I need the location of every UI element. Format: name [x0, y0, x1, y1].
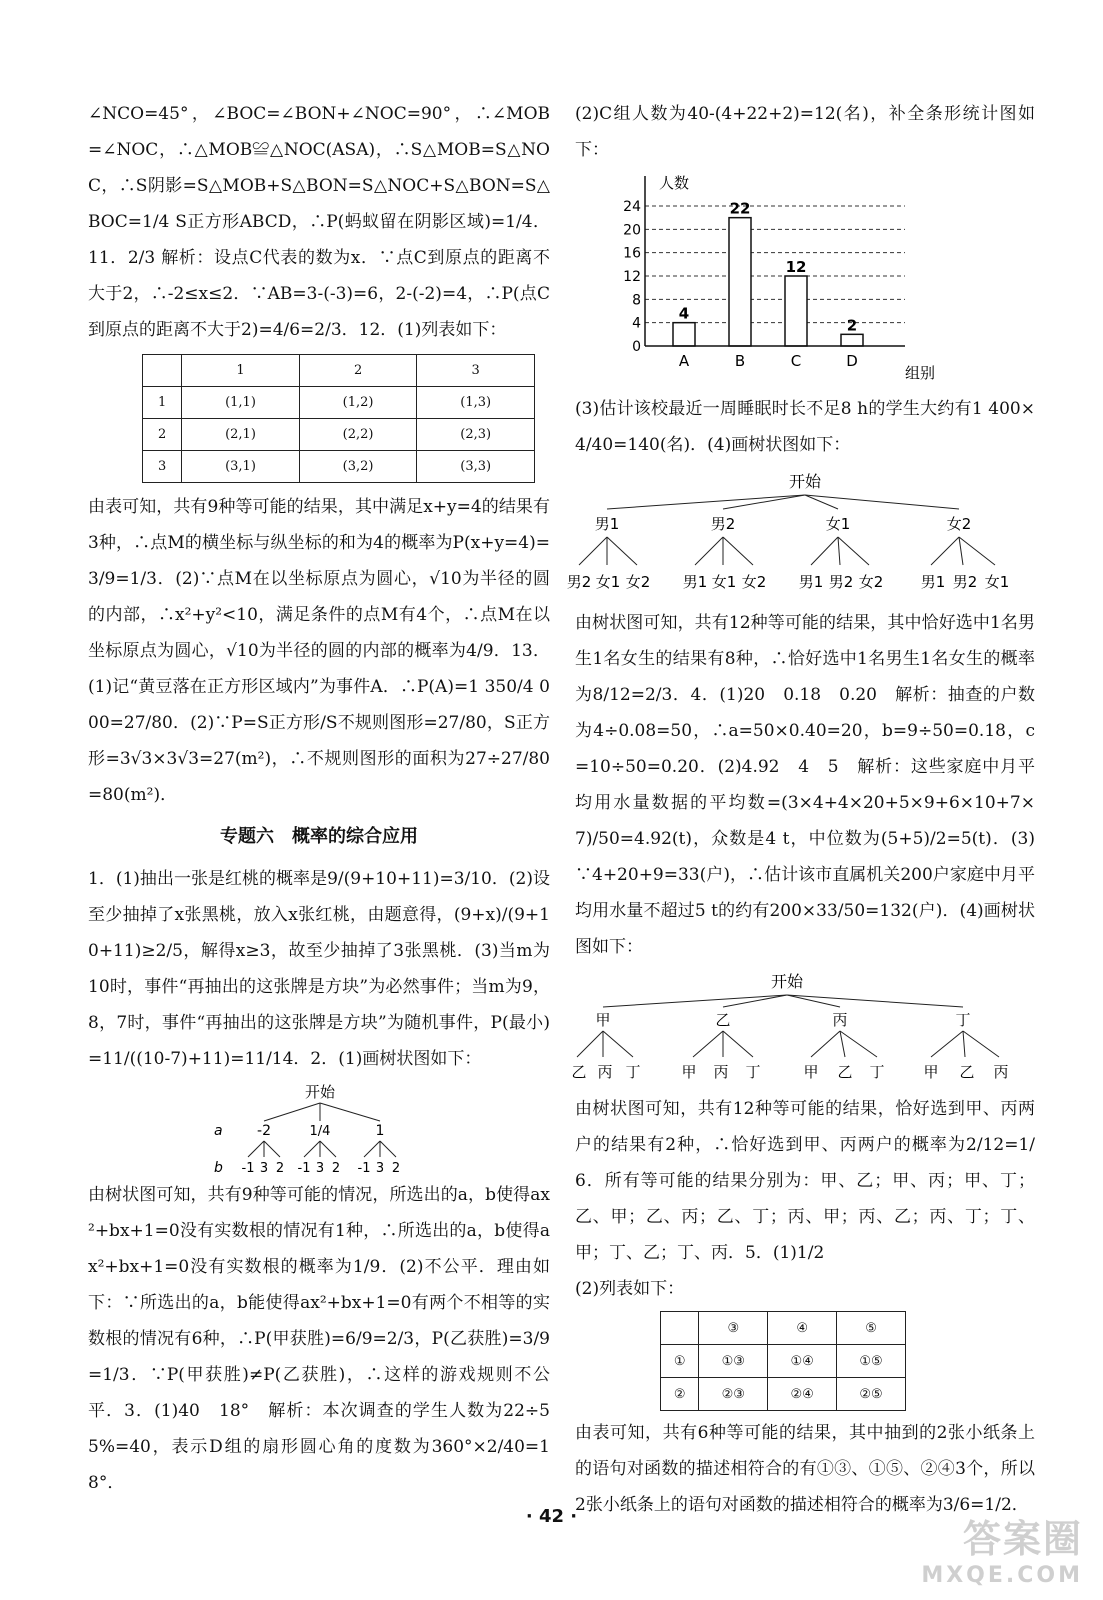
tree-node-level2: 乙	[571, 1063, 587, 1081]
right-paragraph-1: (2)C组人数为40-(4+22+2)=12(名)，补全条形统计图如下：	[575, 104, 1035, 160]
bar-chart	[575, 168, 1035, 386]
table-header-row	[661, 1312, 906, 1345]
tree-edge	[603, 1031, 633, 1057]
tree-edge	[723, 537, 753, 565]
chart-xlabel: 组别	[905, 364, 936, 382]
watermark-logo	[873, 1508, 1083, 1588]
table-cell: ②⑤	[837, 1378, 906, 1411]
tree-node-level1: 男1	[594, 515, 620, 533]
table-row	[143, 419, 535, 451]
table-cell: ⑤	[837, 1312, 906, 1345]
tree-node-level2: 男1	[798, 573, 824, 591]
table-cell: (1,2)	[299, 387, 417, 419]
tree-node-level1: 乙	[715, 1011, 731, 1029]
right-column	[566, 96, 1035, 1523]
table-cell: ③	[699, 1312, 768, 1345]
tree-node-b: -1	[241, 1161, 255, 1176]
tree-edge	[320, 1141, 336, 1157]
tree-node-level1: 女2	[946, 515, 972, 533]
chart-ytick-label: 20	[623, 222, 641, 239]
table-cell: 3	[417, 355, 535, 387]
tree-level-a-label: a	[214, 1123, 223, 1139]
tree-edge	[811, 1031, 840, 1057]
table-cell: (1,3)	[417, 387, 535, 419]
table-cell: (3,3)	[417, 451, 535, 483]
tree-edge	[931, 537, 959, 565]
tree-node-a: 1	[375, 1123, 385, 1139]
table-header-row	[143, 355, 535, 387]
tree-node-level2: 男1	[920, 573, 946, 591]
chart-category-label: A	[678, 352, 690, 370]
chart-bar	[841, 334, 863, 346]
table-cell	[143, 355, 182, 387]
table-cell	[661, 1312, 699, 1345]
chart-category-label: C	[790, 352, 802, 370]
chart-bar	[785, 276, 807, 346]
table-cell: 1	[143, 387, 182, 419]
chart-data-label: 4	[678, 304, 690, 323]
tree-node-level2: 丙	[993, 1063, 1009, 1081]
watermark-title: 答案圈	[962, 1517, 1083, 1561]
table-row	[661, 1345, 906, 1378]
table-cell: (2,2)	[299, 419, 417, 451]
tree-edge	[840, 1031, 877, 1057]
table-cell: ④	[768, 1312, 837, 1345]
left-paragraph-2: 由表可知，共有9种等可能的结果，其中满足x+y=4的结果有3种，∴点M的横坐标与纵坐标的和为4的概率为P(x+y=4)=3/9=1/3．(2)∵点M在以坐标原点为圆心，√10为半径的圆的内部，∴x²+y²<10，满足条件的点M有4个，∴点M在以坐标原点为圆心，√10为半径的圆的内部的概率为4/9．13．(1)记“黄豆落在正方形区域内”为事件A．∴P(A)=1 350/4 000=27/80．(2)∵P=S正方形/S不规则图形=27/80，S正方形=3√3×3√3=27(m²)，∴不规则图形的面积为27÷27/80=80(m²)．	[88, 497, 550, 805]
tree-edge	[248, 1141, 264, 1157]
tree-edge	[838, 537, 869, 565]
probability-table-12	[142, 354, 535, 483]
tree-node-b: 2	[275, 1161, 285, 1176]
tree-root: 开始	[770, 972, 804, 991]
tree-node-b: 3	[375, 1161, 385, 1176]
tree-node-level2: 男2	[952, 573, 978, 591]
tree-node-level2: 丁	[869, 1063, 885, 1081]
tree-edge	[264, 1141, 280, 1157]
tree-edge	[963, 1031, 965, 1057]
tree-node-b: -1	[297, 1161, 311, 1176]
tree-node-level2: 女2	[858, 573, 884, 591]
tree-diagram-households	[571, 967, 1035, 1089]
tree-node-level1: 甲	[595, 1011, 611, 1029]
table-cell: 2	[143, 419, 182, 451]
table-row	[661, 1378, 906, 1411]
tree-node-level1: 丁	[955, 1011, 971, 1029]
chart-category-label: D	[846, 352, 858, 370]
tree-edge	[693, 1031, 723, 1057]
tree-edge	[805, 495, 959, 509]
tree-node-level1: 女1	[825, 515, 851, 533]
tree-node-level2: 甲	[803, 1063, 819, 1081]
tree-node-level2: 女1	[711, 573, 737, 591]
tree-root: 开始	[304, 1083, 336, 1101]
tree-node-b: 3	[315, 1161, 325, 1176]
chart-bars	[673, 200, 863, 346]
chart-ytick-label: 8	[632, 292, 641, 309]
tree-edge	[579, 537, 607, 565]
tree-node-level2: 乙	[837, 1063, 853, 1081]
tree-node-level2: 甲	[681, 1063, 697, 1081]
left-column	[88, 96, 550, 1501]
tree-edge	[959, 537, 963, 565]
tree-level-b-label: b	[214, 1160, 223, 1176]
tree-node-level2: 丁	[625, 1063, 641, 1081]
page-number: · 42 ·	[525, 1506, 578, 1527]
tree-diagram-students	[566, 465, 1035, 603]
tree-node-b: 3	[259, 1161, 269, 1176]
tree-node-level2: 男1	[682, 573, 708, 591]
chart-ylabel: 人数	[659, 174, 690, 192]
watermark-subtitle: MXQE.COM	[921, 1563, 1083, 1588]
tree-node-level2: 甲	[923, 1063, 939, 1081]
tree-node-level1: 男2	[710, 515, 736, 533]
table-cell: (3,2)	[299, 451, 417, 483]
table-cell: ②③	[699, 1378, 768, 1411]
tree-edge	[695, 537, 723, 565]
table-cell: 1	[182, 355, 300, 387]
section-heading: 专题六 概率的综合应用	[220, 826, 418, 847]
left-paragraph-1: ∠NCO=45°，∠BOC=∠BON+∠NOC=90°，∴∠MOB=∠NOC，∴△MOB≌△NOC(ASA)，∴S△MOB=S△NOC，∴S阴影=S△MOB+S△BON=S△NOC+S△BON=S△BOC=1/4 S正方形ABCD，∴P(蚂蚁留在阴影区域)=1/4．11．2/3 解析：设点C代表的数为x．∵点C到原点的距离不大于2，∴-2≤x≤2．∵AB=3-(-3)=6，2-(-2)=4，∴P(点C到原点的距离不大于2)=4/6=2/3．12．(1)列表如下：	[88, 104, 550, 340]
tree-diagram-ab	[88, 1079, 550, 1175]
chart-ytick-label: 16	[623, 245, 641, 262]
right-paragraph-4: 由树状图可知，共有12种等可能的结果，恰好选到甲、丙两户的结果有2种，∴恰好选到甲、丙两户的概率为2/12=1/6．所有等可能的结果分别为：甲、乙；甲、丙；甲、丁；乙、甲；乙、丙；乙、丁；丙、甲；丙、乙；丙、丁；丁、甲；丁、乙；丁、丙．5．(1)1/2	[575, 1099, 1035, 1263]
tree-edge	[838, 537, 840, 565]
tree-edge	[577, 1031, 603, 1057]
tree-edge	[840, 1031, 845, 1057]
probability-table-5	[660, 1311, 906, 1411]
tree-edge	[603, 995, 787, 1007]
tree-node-level2: 男2	[828, 573, 854, 591]
table-cell: (1,1)	[182, 387, 300, 419]
tree-node-level2: 丙	[713, 1063, 729, 1081]
chart-bar	[729, 218, 751, 346]
table-cell: 2	[299, 355, 417, 387]
tree-edge	[364, 1141, 380, 1157]
tree-node-a: 1/4	[309, 1124, 331, 1139]
table-row	[143, 387, 535, 419]
right-paragraph-3: 由树状图可知，共有12种等可能的结果，其中恰好选中1名男生1名女生的结果有8种，∴恰好选中1名男生1名女生的概率为8/12=2/3．4．(1)20 0.18 0.20 解析：抽查的户数为4÷0.08=50，∴a=50×0.40=20，b=9÷50=0.18，c=10÷50=0.20．(2)4.92 4 5 解析：这些家庭中月平均用水量数据的平均数=(3×4+4×20+5×9+6×10+7×7)/50=4.92(t)，众数是4 t，中位数为(5+5)/2=5(t)．(3)∵4+20+9=33(户)，∴估计该市直属机关200户家庭中月平均用水量不超过5 t的约有200×33/50=132(户)．(4)画树状图如下：	[575, 613, 1035, 957]
chart-ytick-label: 24	[623, 199, 641, 215]
tree-node-a: -2	[257, 1123, 271, 1139]
table-cell: ②	[661, 1378, 699, 1411]
right-paragraph-6: 由表可知，共有6种等可能的结果，其中抽到的2张小纸条上的语句对函数的描述相符合的有①③、①⑤、②④3个，所以2张小纸条上的语句对函数的描述相符合的概率为3/6=1/2．	[575, 1423, 1035, 1515]
tree-root: 开始	[788, 472, 822, 491]
tree-node-level2: 男2	[566, 573, 592, 591]
chart-bar	[673, 323, 695, 346]
table-cell: (3,1)	[182, 451, 300, 483]
left-paragraph-4: 由树状图可知，共有9种等可能的情况，所选出的a，b使得ax²+bx+1=0没有实数根的情况有1种，∴所选出的a，b使得ax²+bx+1=0没有实数根的概率为1/9．(2)不公平．理由如下：∵所选出的a，b能使得ax²+bx+1=0有两个不相等的实数根的情况有6种，∴P(甲获胜)=6/9=2/3，P(乙获胜)=3/9=1/3．∵P(甲获胜)≠P(乙获胜)，∴这样的游戏规则不公平．3．(1)40 18° 解析：本次调查的学生人数为22÷55%=40，表示D组的扇形圆心角的度数为360°×2/40=18°．	[88, 1185, 550, 1493]
tree-edge	[607, 495, 805, 509]
tree-edge	[959, 537, 995, 565]
right-paragraph-5: (2)列表如下：	[575, 1279, 685, 1299]
tree-edge	[931, 1031, 963, 1057]
tree-edge	[811, 537, 838, 565]
chart-data-label: 12	[785, 258, 807, 276]
table-cell: 3	[143, 451, 182, 483]
tree-edge	[264, 1103, 320, 1121]
table-cell: (2,1)	[182, 419, 300, 451]
tree-edge	[380, 1141, 396, 1157]
tree-node-b: -1	[357, 1161, 371, 1176]
tree-node-level2: 女2	[741, 573, 767, 591]
right-paragraph-2: (3)估计该校最近一周睡眠时长不足8 h的学生大约有1 400×4/40=140(名)．(4)画树状图如下：	[575, 399, 1035, 455]
table-row	[143, 451, 535, 483]
chart-data-label: 2	[846, 316, 858, 335]
tree-node-level2: 女2	[625, 573, 651, 591]
tree-node-b: 2	[391, 1161, 401, 1176]
chart-data-label: 22	[729, 199, 751, 218]
tree-edge	[304, 1141, 320, 1157]
tree-node-level2: 丙	[597, 1063, 613, 1081]
tree-edge	[320, 1103, 380, 1121]
chart-ytick-label: 12	[623, 269, 641, 285]
table-cell: ②④	[768, 1378, 837, 1411]
tree-edge	[723, 1031, 753, 1057]
tree-node-level2: 丁	[745, 1063, 761, 1081]
tree-edge	[963, 1031, 999, 1057]
tree-edge	[723, 495, 805, 509]
table-cell: ①③	[699, 1345, 768, 1378]
tree-node-b: 2	[331, 1161, 341, 1176]
chart-ytick-label: 0	[632, 339, 641, 355]
tree-node-level2: 女1	[595, 573, 621, 591]
tree-node-level2: 女1	[984, 573, 1010, 591]
table-cell: ①⑤	[837, 1345, 906, 1378]
chart-category-label: B	[734, 352, 746, 370]
tree-node-level1: 丙	[832, 1011, 848, 1029]
table-cell: ①	[661, 1345, 699, 1378]
tree-node-level2: 乙	[959, 1063, 975, 1081]
tree-edge	[607, 537, 637, 565]
left-paragraph-3: 1．(1)抽出一张是红桃的概率是9/(9+10+11)=3/10．(2)设至少抽掉了x张黑桃，放入x张红桃，由题意得，(9+x)/(9+10+11)≥2/5，解得x≥3，故至少抽掉了3张黑桃．(3)当m为10时，事件“再抽出的这张牌是方块”为必然事件；当m为9，8，7时，事件“再抽出的这张牌是方块”为随机事件，P(最小)=11/((10-7)+11)=11/14．2．(1)画树状图如下：	[88, 869, 550, 1069]
table-cell: ①④	[768, 1345, 837, 1378]
chart-ytick-label: 4	[632, 315, 641, 332]
table-cell: (2,3)	[417, 419, 535, 451]
